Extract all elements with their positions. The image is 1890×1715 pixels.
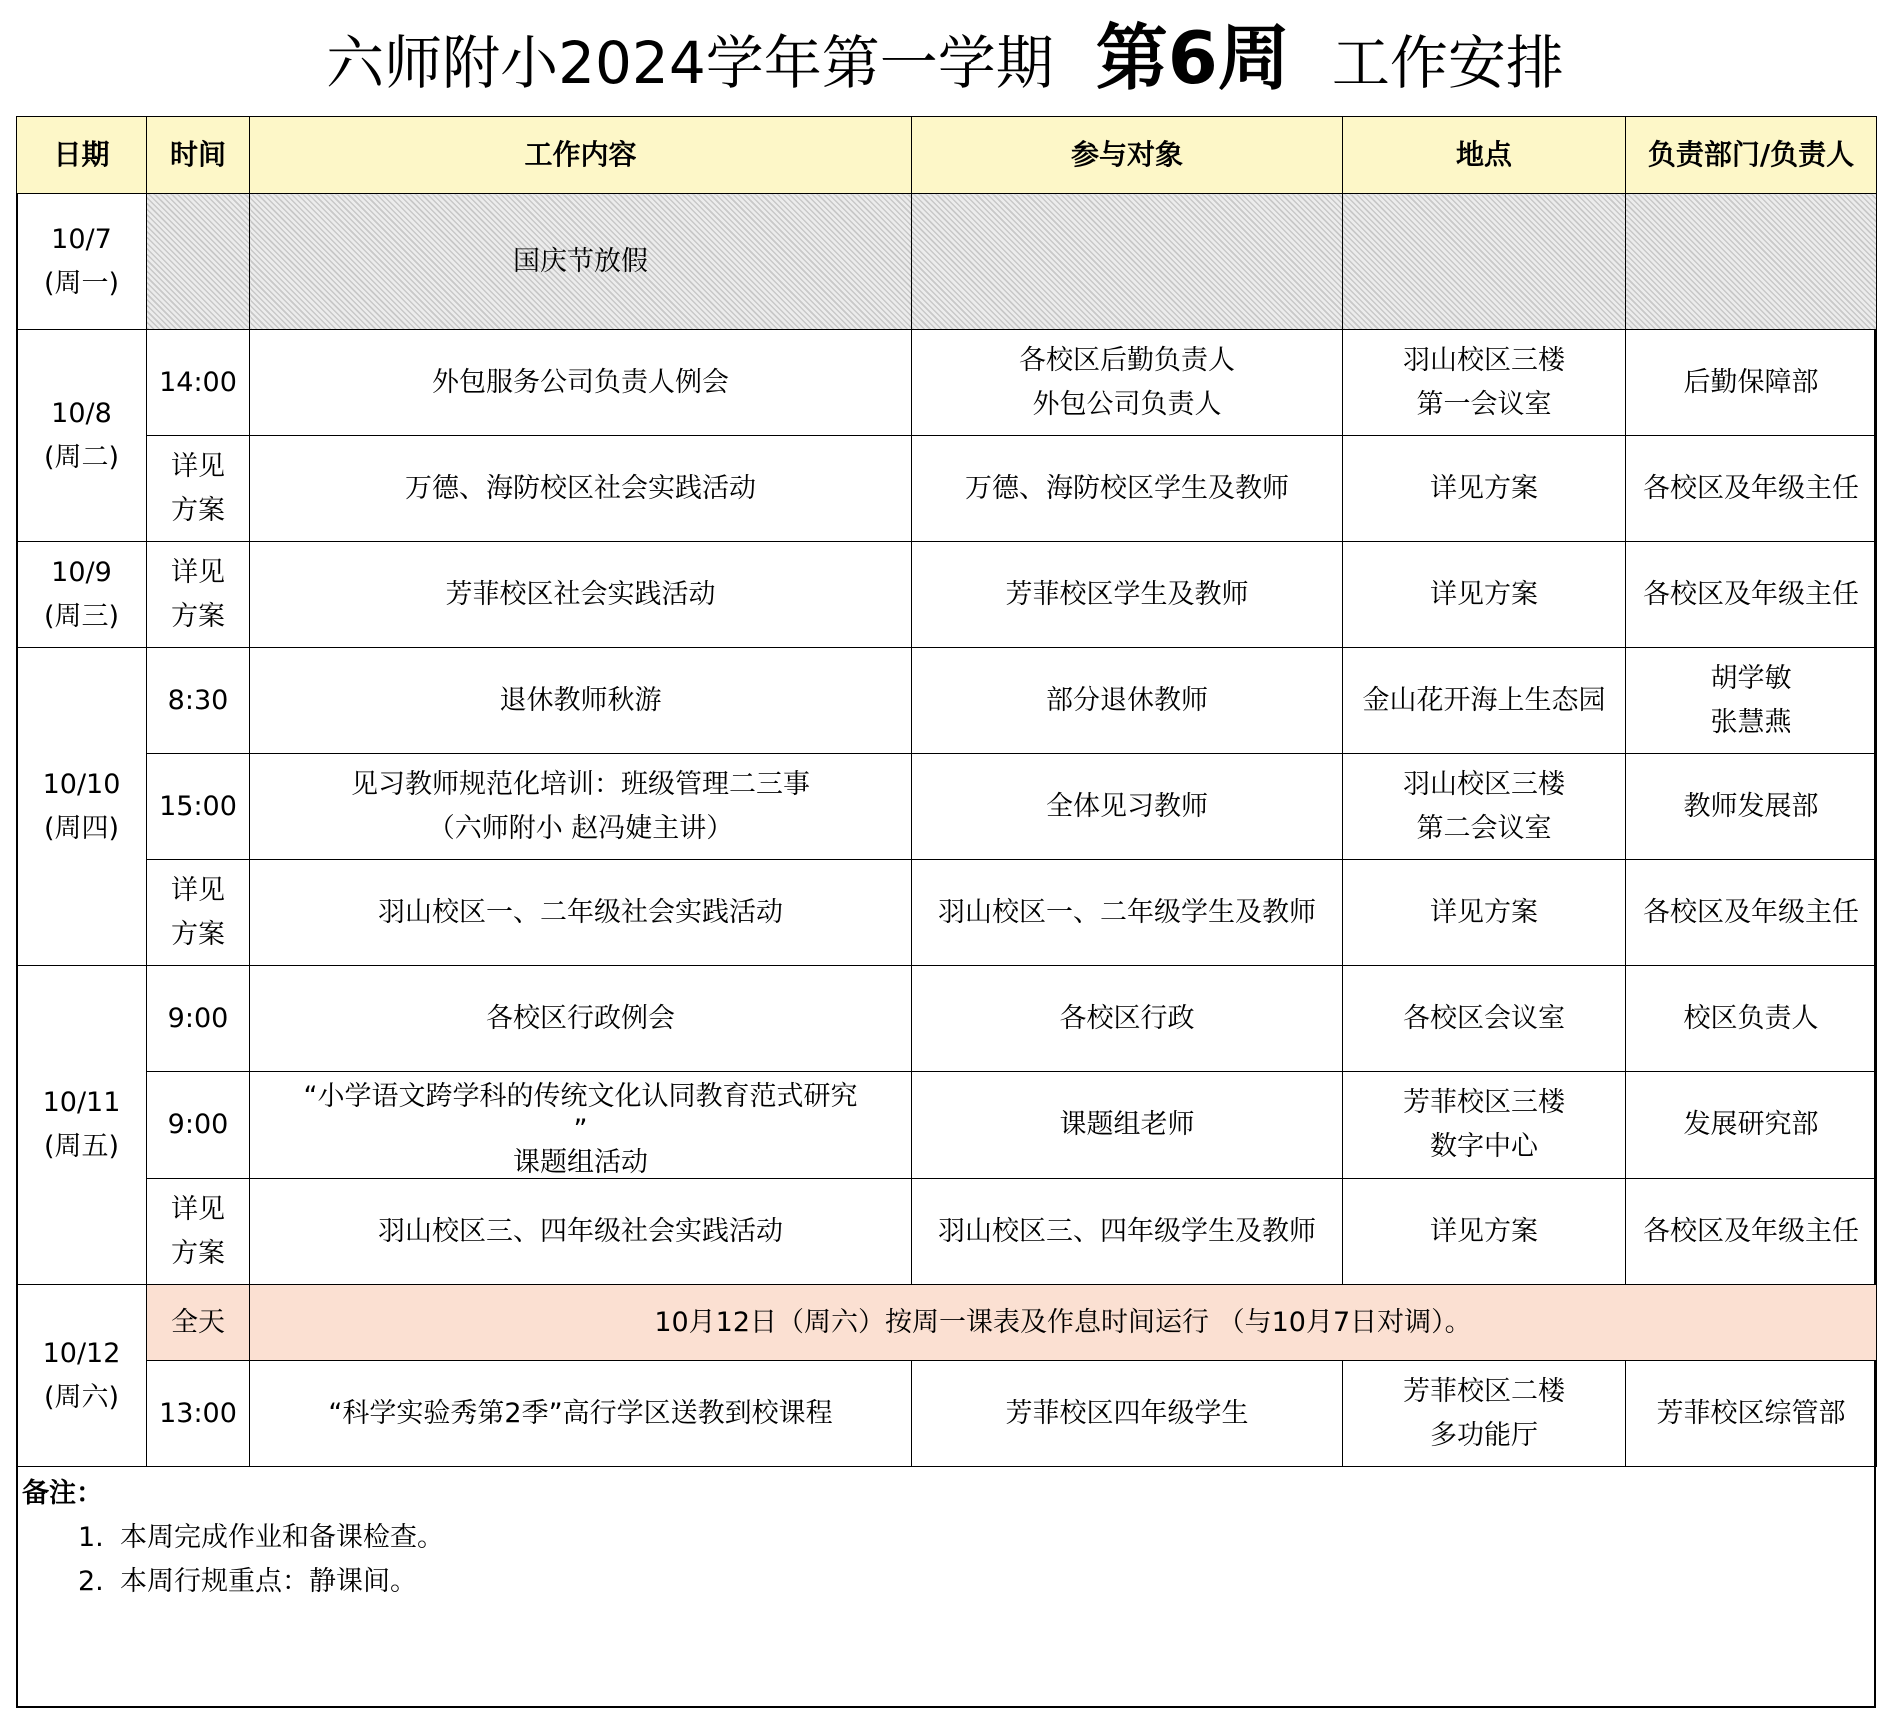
owner-cell: 后勤保障部 <box>1626 330 1877 436</box>
time-cell: 8:30 <box>147 648 250 754</box>
owner-cell: 各校区及年级主任 <box>1626 542 1877 648</box>
participants-cell: 各校区后勤负责人 外包公司负责人 <box>912 330 1343 436</box>
participants-cell: 万德、海防校区学生及教师 <box>912 436 1343 542</box>
holiday-cell <box>1626 194 1877 330</box>
time-cell: 详见 方案 <box>147 436 250 542</box>
content-cell: 羽山校区一、二年级社会实践活动 <box>250 860 912 966</box>
schedule-table <box>16 116 1877 1467</box>
participants-cell: 课题组老师 <box>912 1072 1343 1179</box>
place-cell: 详见方案 <box>1343 542 1626 648</box>
time-cell: 9:00 <box>147 966 250 1072</box>
content-cell: 羽山校区三、四年级社会实践活动 <box>250 1179 912 1285</box>
title-work-plan: 工作安排 <box>1331 29 1564 97</box>
holiday-cell <box>147 194 250 330</box>
note-item <box>22 1560 444 1604</box>
header-content: 工作内容 <box>250 117 912 194</box>
owner-cell: 发展研究部 <box>1626 1072 1877 1179</box>
participants-cell: 部分退休教师 <box>912 648 1343 754</box>
note-number: 1. <box>78 1522 104 1553</box>
owner-cell: 芳菲校区综管部 <box>1626 1361 1877 1467</box>
header-place: 地点 <box>1343 117 1626 194</box>
place-cell: 详见方案 <box>1343 436 1626 542</box>
participants-cell: 羽山校区三、四年级学生及教师 <box>912 1179 1343 1285</box>
owner-cell: 各校区及年级主任 <box>1626 1179 1877 1285</box>
table-row <box>17 1072 1877 1179</box>
date-cell: 10/10 (周四) <box>17 648 147 966</box>
content-cell: 见习教师规范化培训：班级管理二三事 （六师附小 赵冯婕主讲） <box>250 754 912 860</box>
table-row <box>17 1361 1877 1467</box>
header-row <box>17 117 1877 194</box>
table-row <box>17 1179 1877 1285</box>
notes-section <box>22 1472 444 1604</box>
header-date: 日期 <box>17 117 147 194</box>
content-cell: 芳菲校区社会实践活动 <box>250 542 912 648</box>
date-cell: 10/11 (周五) <box>17 966 147 1285</box>
content-cell: 各校区行政例会 <box>250 966 912 1072</box>
content-cell: 万德、海防校区社会实践活动 <box>250 436 912 542</box>
participants-cell: 羽山校区一、二年级学生及教师 <box>912 860 1343 966</box>
header-participants: 参与对象 <box>912 117 1343 194</box>
place-cell: 各校区会议室 <box>1343 966 1626 1072</box>
table-row <box>17 648 1877 754</box>
time-cell: 15:00 <box>147 754 250 860</box>
participants-cell: 芳菲校区四年级学生 <box>912 1361 1343 1467</box>
note-number: 2. <box>78 1566 104 1597</box>
note-item <box>22 1516 444 1560</box>
time-cell: 13:00 <box>147 1361 250 1467</box>
time-cell: 详见 方案 <box>147 1179 250 1285</box>
participants-cell: 芳菲校区学生及教师 <box>912 542 1343 648</box>
place-cell: 羽山校区三楼 第二会议室 <box>1343 754 1626 860</box>
table-row <box>17 194 1877 330</box>
owner-cell: 教师发展部 <box>1626 754 1877 860</box>
table-row <box>17 966 1877 1072</box>
page-title <box>0 8 1890 108</box>
place-cell: 详见方案 <box>1343 860 1626 966</box>
date-cell: 10/8 (周二) <box>17 330 147 542</box>
note-text: 本周完成作业和备课检查。 <box>120 1522 444 1553</box>
content-cell: 外包服务公司负责人例会 <box>250 330 912 436</box>
participants-cell: 各校区行政 <box>912 966 1343 1072</box>
content-cell: 退休教师秋游 <box>250 648 912 754</box>
title-school-term: 六师附小2024学年第一学期 <box>326 29 1054 97</box>
place-cell: 羽山校区三楼 第一会议室 <box>1343 330 1626 436</box>
content-cell: “科学实验秀第2季”高行学区送教到校课程 <box>250 1361 912 1467</box>
participants-cell: 全体见习教师 <box>912 754 1343 860</box>
date-cell: 10/12 (周六) <box>17 1285 147 1467</box>
table-row <box>17 754 1877 860</box>
place-cell: 芳菲校区二楼 多功能厅 <box>1343 1361 1626 1467</box>
time-cell: 全天 <box>147 1285 250 1361</box>
table-row <box>17 542 1877 648</box>
table-row <box>17 330 1877 436</box>
holiday-cell <box>1343 194 1626 330</box>
place-cell: 芳菲校区三楼 数字中心 <box>1343 1072 1626 1179</box>
header-owner: 负责部门/负责人 <box>1626 117 1877 194</box>
time-cell: 详见 方案 <box>147 542 250 648</box>
holiday-cell <box>912 194 1343 330</box>
owner-cell: 各校区及年级主任 <box>1626 860 1877 966</box>
time-cell: 详见 方案 <box>147 860 250 966</box>
owner-cell: 各校区及年级主任 <box>1626 436 1877 542</box>
note-text: 本周行规重点：静课间。 <box>120 1566 417 1597</box>
time-cell: 9:00 <box>147 1072 250 1179</box>
place-cell: 详见方案 <box>1343 1179 1626 1285</box>
table-row <box>17 1285 1877 1361</box>
place-cell: 金山花开海上生态园 <box>1343 648 1626 754</box>
table-row <box>17 860 1877 966</box>
table-row <box>17 436 1877 542</box>
date-cell: 10/7 (周一) <box>17 194 147 330</box>
owner-cell: 胡学敏 张慧燕 <box>1626 648 1877 754</box>
title-week: 第6周 <box>1095 16 1290 100</box>
content-cell: “小学语文跨学科的传统文化认同教育范式研究 ” 课题组活动 <box>250 1072 912 1179</box>
notes-heading: 备注： <box>22 1478 103 1509</box>
date-cell: 10/9 (周三) <box>17 542 147 648</box>
owner-cell: 校区负责人 <box>1626 966 1877 1072</box>
holiday-note: 国庆节放假 <box>250 194 912 330</box>
time-cell: 14:00 <box>147 330 250 436</box>
header-time: 时间 <box>147 117 250 194</box>
all-day-notice: 10月12日（周六）按周一课表及作息时间运行 （与10月7日对调）。 <box>250 1285 1877 1361</box>
